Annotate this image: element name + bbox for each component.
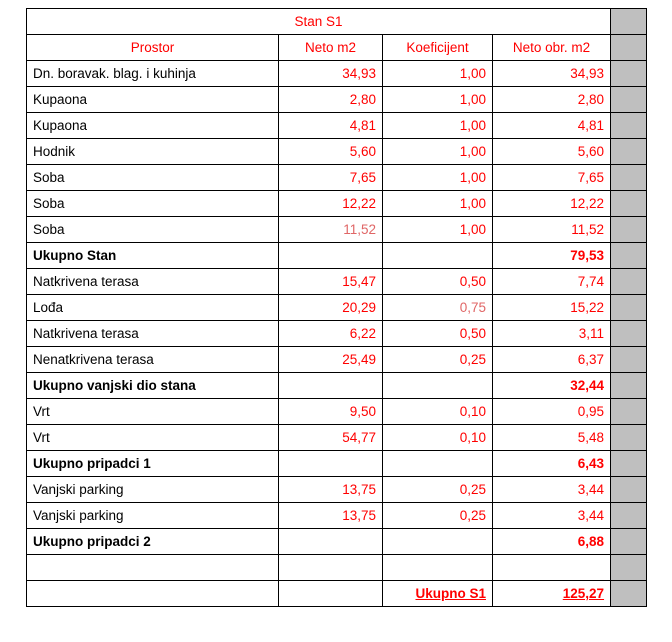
row-koef — [383, 529, 493, 555]
row-label: Dn. boravak. blag. i kuhinja — [27, 61, 279, 87]
grey-spacer-cell — [611, 529, 647, 555]
row-label: Vrt — [27, 399, 279, 425]
grey-spacer-cell — [611, 477, 647, 503]
table-row — [27, 269, 647, 295]
grand-total-value: 125,27 — [493, 581, 611, 607]
row-obr: 5,48 — [493, 425, 611, 451]
row-koef — [383, 243, 493, 269]
grey-spacer-cell — [611, 165, 647, 191]
grand-total-empty-b — [279, 581, 383, 607]
row-obr: 0,95 — [493, 399, 611, 425]
table-row — [27, 321, 647, 347]
row-neto: 12,22 — [279, 191, 383, 217]
grey-spacer-cell — [611, 87, 647, 113]
row-koef: 0,25 — [383, 477, 493, 503]
row-koef — [383, 451, 493, 477]
table-row — [27, 425, 647, 451]
row-obr: 7,65 — [493, 165, 611, 191]
row-obr: 11,52 — [493, 217, 611, 243]
table-grand-total-row — [27, 581, 647, 607]
row-obr: 4,81 — [493, 113, 611, 139]
row-neto: 34,93 — [279, 61, 383, 87]
row-neto: 4,81 — [279, 113, 383, 139]
grand-total-label: Ukupno S1 — [383, 581, 493, 607]
grey-spacer-cell — [611, 451, 647, 477]
grey-spacer-cell — [611, 581, 647, 607]
row-label: Soba — [27, 191, 279, 217]
grey-spacer-cell — [611, 243, 647, 269]
row-label: Natkrivena terasa — [27, 269, 279, 295]
column-header-koeficijent: Koeficijent — [383, 35, 493, 61]
row-neto: 5,60 — [279, 139, 383, 165]
grey-spacer-cell — [611, 373, 647, 399]
row-obr: 32,44 — [493, 373, 611, 399]
grey-spacer-cell — [611, 347, 647, 373]
row-label: Kupaona — [27, 113, 279, 139]
row-obr: 2,80 — [493, 87, 611, 113]
row-label: Vanjski parking — [27, 503, 279, 529]
row-neto: 54,77 — [279, 425, 383, 451]
row-label: Soba — [27, 165, 279, 191]
row-koef: 0,75 — [383, 295, 493, 321]
row-label: Lođa — [27, 295, 279, 321]
row-neto: 2,80 — [279, 87, 383, 113]
grey-spacer-cell — [611, 191, 647, 217]
row-neto — [279, 373, 383, 399]
row-obr: 6,37 — [493, 347, 611, 373]
row-label: Natkrivena terasa — [27, 321, 279, 347]
row-koef: 1,00 — [383, 217, 493, 243]
table-subtotal-row — [27, 243, 647, 269]
grey-spacer-cell — [611, 35, 647, 61]
row-koef — [383, 373, 493, 399]
row-koef: 1,00 — [383, 165, 493, 191]
table-empty-row — [27, 555, 647, 581]
row-obr: 3,44 — [493, 477, 611, 503]
row-neto: 9,50 — [279, 399, 383, 425]
row-koef: 0,10 — [383, 399, 493, 425]
grey-spacer-cell — [611, 217, 647, 243]
table-subtotal-row — [27, 451, 647, 477]
row-neto — [279, 529, 383, 555]
row-obr: 12,22 — [493, 191, 611, 217]
row-obr: 5,60 — [493, 139, 611, 165]
row-label: Hodnik — [27, 139, 279, 165]
table-subtotal-row — [27, 529, 647, 555]
grey-spacer-cell — [611, 61, 647, 87]
row-obr: 34,93 — [493, 61, 611, 87]
row-obr: 3,44 — [493, 503, 611, 529]
table-row — [27, 347, 647, 373]
row-label: Kupaona — [27, 87, 279, 113]
row-label: Vanjski parking — [27, 477, 279, 503]
apartment-area-table — [26, 8, 647, 607]
grey-spacer-cell — [611, 555, 647, 581]
row-koef: 0,10 — [383, 425, 493, 451]
grey-spacer-cell — [611, 113, 647, 139]
table-row — [27, 295, 647, 321]
row-neto: 15,47 — [279, 269, 383, 295]
column-header-neto-obr: Neto obr. m2 — [493, 35, 611, 61]
grey-spacer-cell — [611, 269, 647, 295]
row-label: Soba — [27, 217, 279, 243]
table-row — [27, 165, 647, 191]
column-header-prostor: Prostor — [27, 35, 279, 61]
row-koef: 0,25 — [383, 347, 493, 373]
table-row — [27, 503, 647, 529]
row-koef: 1,00 — [383, 191, 493, 217]
row-neto: 20,29 — [279, 295, 383, 321]
row-obr — [493, 555, 611, 581]
row-label: Ukupno vanjski dio stana — [27, 373, 279, 399]
row-label: Nenatkrivena terasa — [27, 347, 279, 373]
row-neto — [279, 243, 383, 269]
table-row — [27, 87, 647, 113]
row-koef: 0,50 — [383, 321, 493, 347]
table-row — [27, 191, 647, 217]
table-subtotal-row — [27, 373, 647, 399]
row-neto: 25,49 — [279, 347, 383, 373]
table-row — [27, 217, 647, 243]
row-neto: 6,22 — [279, 321, 383, 347]
row-label: Ukupno pripadci 2 — [27, 529, 279, 555]
row-label: Vrt — [27, 425, 279, 451]
row-neto: 7,65 — [279, 165, 383, 191]
row-label: Ukupno pripadci 1 — [27, 451, 279, 477]
row-neto: 13,75 — [279, 477, 383, 503]
row-obr: 6,88 — [493, 529, 611, 555]
row-koef: 1,00 — [383, 139, 493, 165]
row-neto: 13,75 — [279, 503, 383, 529]
grey-spacer-cell — [611, 399, 647, 425]
grey-spacer-cell — [611, 425, 647, 451]
row-obr: 15,22 — [493, 295, 611, 321]
table-row — [27, 113, 647, 139]
grey-spacer-cell — [611, 9, 647, 35]
row-koef: 1,00 — [383, 87, 493, 113]
table-title-row — [27, 9, 647, 35]
row-koef — [383, 555, 493, 581]
grey-spacer-cell — [611, 503, 647, 529]
row-obr: 79,53 — [493, 243, 611, 269]
row-obr: 7,74 — [493, 269, 611, 295]
row-neto — [279, 555, 383, 581]
row-koef: 1,00 — [383, 113, 493, 139]
table-header-row — [27, 35, 647, 61]
row-label — [27, 555, 279, 581]
row-koef: 0,50 — [383, 269, 493, 295]
row-obr: 6,43 — [493, 451, 611, 477]
table-row — [27, 139, 647, 165]
table-row — [27, 399, 647, 425]
table-row — [27, 61, 647, 87]
row-obr: 3,11 — [493, 321, 611, 347]
column-header-neto: Neto m2 — [279, 35, 383, 61]
row-neto — [279, 451, 383, 477]
grey-spacer-cell — [611, 321, 647, 347]
grand-total-empty-a — [27, 581, 279, 607]
row-koef: 1,00 — [383, 61, 493, 87]
grey-spacer-cell — [611, 139, 647, 165]
worksheet — [26, 8, 646, 607]
row-neto: 11,52 — [279, 217, 383, 243]
grey-spacer-cell — [611, 295, 647, 321]
row-label: Ukupno Stan — [27, 243, 279, 269]
table-title: Stan S1 — [27, 9, 611, 35]
table-row — [27, 477, 647, 503]
row-koef: 0,25 — [383, 503, 493, 529]
